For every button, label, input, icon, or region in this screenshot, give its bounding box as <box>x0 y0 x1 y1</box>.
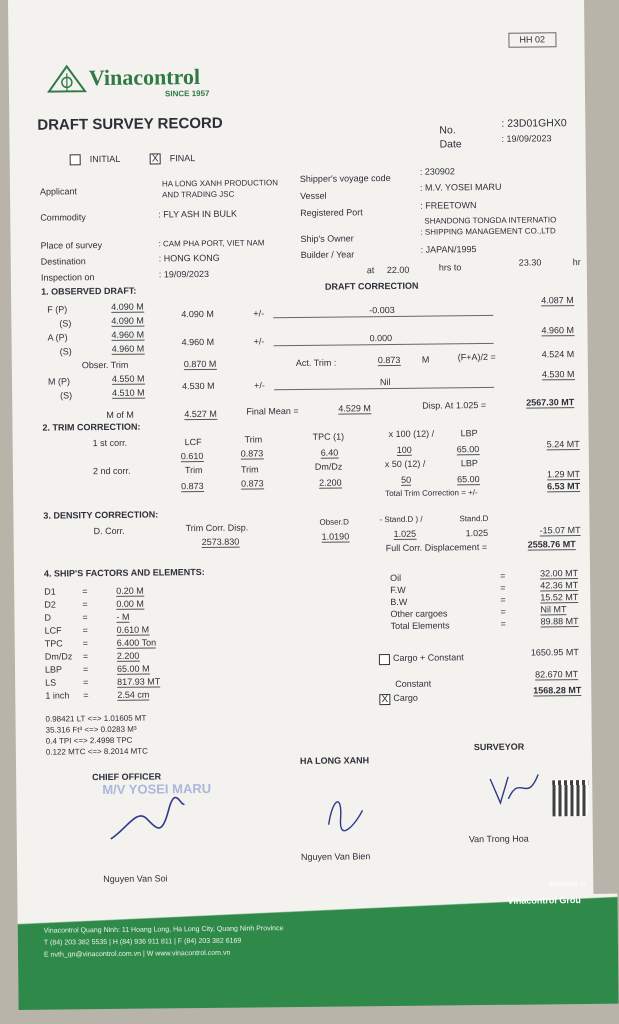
owner-label: Ship's Owner <box>300 233 354 244</box>
port-label: Registered Port <box>300 207 363 218</box>
lbp-head: LBP <box>460 428 478 439</box>
ha-long-xanh-label: HA LONG XANH <box>299 755 370 766</box>
final-mean-label: Final Mean = <box>246 405 299 417</box>
cargo-constant-value: 1650.95 MT <box>530 647 579 658</box>
disp-label: Disp. At 1.025 = <box>422 400 487 411</box>
stdd-head: - Stand.D ) / <box>379 514 423 525</box>
a-correction: 0.000 <box>369 332 393 344</box>
brand-name: Vinacontrol <box>88 63 201 91</box>
m-mean: 4.530 M <box>182 380 215 392</box>
r1-lbp: 65.00 <box>456 444 480 455</box>
chief-name: Nguyen Van Soi <box>103 873 168 885</box>
factor-value: 0.610 M <box>116 624 150 635</box>
section-trim-correction: 2. TRIM CORRECTION: <box>42 421 141 433</box>
element-eq: = <box>500 618 506 629</box>
inspect-value: : 19/09/2023 <box>158 268 209 280</box>
cargo-label: Cargo <box>393 692 418 704</box>
section-density-correction: 3. DENSITY CORRECTION: <box>43 509 159 521</box>
r1-trim: 0.873 <box>240 448 264 459</box>
owner-value-1: SHANDONG TONGDA INTERNATIO <box>424 215 557 226</box>
fs-label: (S) <box>59 318 72 329</box>
section-observed-draft: 1. OBSERVED DRAFT: <box>41 285 137 297</box>
disp-value: 2567.30 MT <box>526 397 575 408</box>
vessel-label: Vessel <box>300 190 327 201</box>
obsd-head: Obser.D <box>319 517 349 527</box>
trim-head-3: Trim <box>240 464 259 475</box>
factor-label: LS <box>45 677 57 688</box>
surveyor-signature-icon <box>486 768 546 809</box>
factor-value: - M <box>116 611 130 622</box>
dcorr-label: D. Corr. <box>93 525 125 537</box>
surveyor-name: Van Trong Hoa <box>468 833 529 845</box>
act-trim-unit: M <box>421 354 430 365</box>
obs-trim-label: Obser. Trim <box>81 359 129 371</box>
element-value: 42.36 MT <box>540 580 579 591</box>
commodity-value: : FLY ASH IN BULK <box>158 208 238 220</box>
footer-address: Vinacontrol Quang Ninh: 11 Hoang Long, Ha Long City, Quang Ninh Province <box>43 925 284 935</box>
date-label: Date <box>439 138 462 151</box>
builder-value: : JAPAN/1995 <box>420 244 477 255</box>
element-value: Nil MT <box>540 604 567 615</box>
lbp-head-2: LBP <box>460 458 478 469</box>
dmdz-head: Dm/Dz <box>314 461 343 472</box>
constant-label: Constant <box>395 678 432 689</box>
owner-value-2: : SHIPPING MANAGEMENT CO.,LTD <box>420 226 556 237</box>
element-value: 32.00 MT <box>539 568 579 579</box>
ap-value: 4.960 M <box>111 329 145 340</box>
a-mean: 4.960 M <box>181 336 215 348</box>
qr-code-icon <box>552 780 588 816</box>
element-eq: = <box>500 606 506 617</box>
member-label: Member o <box>549 879 586 889</box>
density-corr-value: -15.07 MT <box>539 525 581 536</box>
trim-head-2: Trim <box>184 464 203 476</box>
second-corr-label: 2 nd corr. <box>92 465 131 477</box>
factor-label: TPC <box>44 638 63 649</box>
r2-lbp: 65.00 <box>456 474 480 485</box>
chief-signature-icon <box>106 798 186 845</box>
brand-since: SINCE 1957 <box>164 88 210 99</box>
tpc-head: TPC (1) <box>312 431 345 442</box>
factor-label: D2 <box>44 599 56 610</box>
hh-tag: HH 02 <box>508 32 556 47</box>
surveyor-label: SURVEYOR <box>473 741 525 753</box>
m-correction: Nil <box>379 377 391 388</box>
element-value: 89.88 MT <box>540 616 579 627</box>
r2-50: 50 <box>400 474 412 485</box>
factor-eq: = <box>82 599 88 610</box>
x100-head: x 100 (12) / <box>388 428 435 440</box>
f-mean: 4.090 M <box>181 308 214 320</box>
fs-value: 4.090 M <box>111 315 144 326</box>
final-mean-value: 4.529 M <box>338 403 371 414</box>
vinacontrol-logo-icon <box>47 65 87 93</box>
a-pm: +/- <box>253 336 265 347</box>
inspect-label: Inspection on <box>40 272 95 283</box>
r2-dmdz: 2.200 <box>319 477 342 488</box>
applicant-value-1: HA LONG XANH PRODUCTION <box>161 178 278 189</box>
initial-label: INITIAL <box>89 153 121 165</box>
footer-email: E nvth_qn@vinacontrol.com.vn | W www.vinacontrol.com.vn <box>43 949 231 959</box>
ship-stamp: M/V YOSEI MARU <box>102 780 212 798</box>
draft-correction-heading: DRAFT CORRECTION <box>324 280 419 292</box>
stand-value: 1.025 <box>465 528 489 539</box>
applicant-value-2: AND TRADING JSC <box>162 189 235 200</box>
conversion-row: 0.4 TPI <=> 2.4998 TPC <box>45 735 133 746</box>
haLongXanh-signature-icon <box>322 788 372 833</box>
element-eq: = <box>500 570 506 581</box>
factor-label: D1 <box>44 586 56 597</box>
conversion-row: 0.98421 LT <=> 1.01605 MT <box>45 713 147 724</box>
obs-trim-value: 0.870 M <box>183 358 217 370</box>
full-corr-value: 2558.76 MT <box>527 539 576 550</box>
trim-head: Trim <box>244 434 263 445</box>
commodity-label: Commodity <box>40 212 86 223</box>
date-value: : 19/09/2023 <box>501 133 552 144</box>
page-title: DRAFT SURVEY RECORD <box>37 114 223 134</box>
cargo-value: 1568.28 MT <box>533 685 582 696</box>
initial-checkbox[interactable] <box>70 154 81 165</box>
element-label: Total Elements <box>390 620 450 632</box>
hlx-name: Nguyen Van Bien <box>300 851 371 862</box>
factor-eq: = <box>82 625 88 636</box>
survey-document <box>8 0 594 1005</box>
element-label: Oil <box>390 572 402 584</box>
chief-officer-label: CHIEF OFFICER <box>92 771 162 783</box>
element-eq: = <box>500 594 506 605</box>
stdd-value: 1.025 <box>393 528 417 539</box>
first-corr-label: 1 st corr. <box>92 437 128 449</box>
as-label: (S) <box>59 346 72 357</box>
f-pm: +/- <box>253 308 265 319</box>
applicant-label: Applicant <box>39 186 78 197</box>
x50-head: x 50 (12) / <box>384 458 426 470</box>
mofm-value: 4.527 M <box>184 408 217 420</box>
factor-label: LCF <box>44 625 62 636</box>
factor-label: Dm/Dz <box>44 651 73 662</box>
builder-label: Builder / Year <box>300 249 355 260</box>
element-label: B.W <box>390 596 408 608</box>
constant-value: 82.670 MT <box>535 669 579 680</box>
tcd-value: 2573.830 <box>201 536 240 548</box>
r1-lcf: 0.610 <box>180 450 204 462</box>
factor-eq: = <box>82 586 88 597</box>
cargo-constant-checkbox[interactable] <box>379 654 390 665</box>
vessel-value: : M.V. YOSEI MARU <box>419 181 502 193</box>
section-ships-factors: 4. SHIP'S FACTORS AND ELEMENTS: <box>43 566 205 579</box>
no-label: No. <box>439 124 456 137</box>
a-result: 4.960 M <box>541 325 575 336</box>
r2-trim: 0.873 <box>181 480 204 492</box>
to-value: 23.30 <box>518 257 542 268</box>
factor-label: D <box>44 612 52 623</box>
factor-value: 817.93 MT <box>117 676 161 687</box>
conversion-row: 0.122 MTC <=> 8.2014 MTC <box>45 746 148 757</box>
full-corr-label: Full Corr. Displacement = <box>385 542 488 554</box>
fp-label: F (P) <box>47 304 68 315</box>
lcf-head: LCF <box>184 436 202 448</box>
mp-value: 4.550 M <box>111 373 145 384</box>
final-checkbox[interactable]: X <box>150 153 161 164</box>
dest-label: Destination <box>40 256 86 267</box>
ap-label: A (P) <box>47 332 68 343</box>
member-group: Vinacontrol Grou <box>507 895 581 906</box>
act-trim-label: Act. Trim : <box>295 357 337 369</box>
tcd-head: Trim Corr. Disp. <box>185 522 249 534</box>
at-label: at <box>366 265 375 276</box>
factor-value: 65.00 M <box>116 663 150 674</box>
factor-label: LBP <box>44 664 63 675</box>
place-label: Place of survey <box>40 240 103 251</box>
voyage-value: : 230902 <box>419 166 455 177</box>
total-trim-label: Total Trim Correction = +/- <box>385 488 478 499</box>
element-label: Other cargoes <box>390 608 448 620</box>
place-value: : CAM PHA PORT, VIET NAM <box>158 238 265 249</box>
m-result: 4.530 M <box>541 369 575 380</box>
f-correction: -0.003 <box>369 304 395 316</box>
element-value: 15.52 MT <box>540 592 579 603</box>
voyage-label: Shipper's voyage code <box>299 173 391 184</box>
factor-eq: = <box>82 612 88 623</box>
mofm-label: M of M <box>106 409 134 420</box>
corr1-value: 5.24 MT <box>546 439 580 450</box>
factor-label: 1 inch <box>45 690 70 701</box>
hrs-to-label: hrs to <box>438 262 462 273</box>
stand-head: Stand.D <box>459 513 489 524</box>
hrs-label: hr <box>572 257 581 268</box>
factor-value: 0.20 M <box>116 585 144 596</box>
factor-eq: = <box>83 677 89 688</box>
element-eq: = <box>500 582 506 593</box>
act-trim-value: 0.873 <box>377 354 401 366</box>
fa2-label: (F+A)/2 = <box>457 351 496 363</box>
f-result: 4.087 M <box>541 295 574 306</box>
mp-label: M (P) <box>47 376 71 387</box>
factor-value: 6.400 Ton <box>116 637 157 648</box>
factor-eq: = <box>82 638 89 649</box>
ms-label: (S) <box>60 390 73 401</box>
at-value: 22.00 <box>386 264 410 276</box>
cargo-checkbox[interactable]: X <box>379 694 390 705</box>
total-trim-value: 6.53 MT <box>547 481 581 492</box>
corr2-value: 1.29 MT <box>546 469 581 480</box>
obsd-value: 1.0190 <box>321 531 350 542</box>
factor-value: 2.54 cm <box>117 689 150 700</box>
element-label: F.W <box>390 584 406 596</box>
r2-trim2: 0.873 <box>241 478 264 489</box>
fa2-value: 4.524 M <box>541 349 575 360</box>
cargo-constant-label: Cargo + Constant <box>392 652 464 664</box>
m-pm: +/- <box>253 380 265 391</box>
footer-phone: T (84) 203 382 5535 | H (84) 936 911 811 | F (84) 203 382 6169 <box>43 937 242 947</box>
r1-tpc: 6.40 <box>320 447 339 458</box>
fp-value: 4.090 M <box>111 301 144 312</box>
as-value: 4.960 M <box>111 343 145 354</box>
factor-value: 2.200 <box>116 650 140 661</box>
dest-value: : HONG KONG <box>158 252 220 264</box>
factor-value: 0.00 M <box>116 598 144 609</box>
conversion-row: 35.316 Ft³ <=> 0.0283 M³ <box>45 724 137 735</box>
factor-eq: = <box>82 651 89 662</box>
factor-eq: = <box>82 664 89 675</box>
ms-value: 4.510 M <box>112 387 145 398</box>
r1-100: 100 <box>396 444 412 455</box>
final-label: FINAL <box>169 153 196 164</box>
no-value: : 23D01GHX0 <box>501 117 567 130</box>
factor-eq: = <box>83 690 89 701</box>
port-value: : FREETOWN <box>420 200 477 211</box>
